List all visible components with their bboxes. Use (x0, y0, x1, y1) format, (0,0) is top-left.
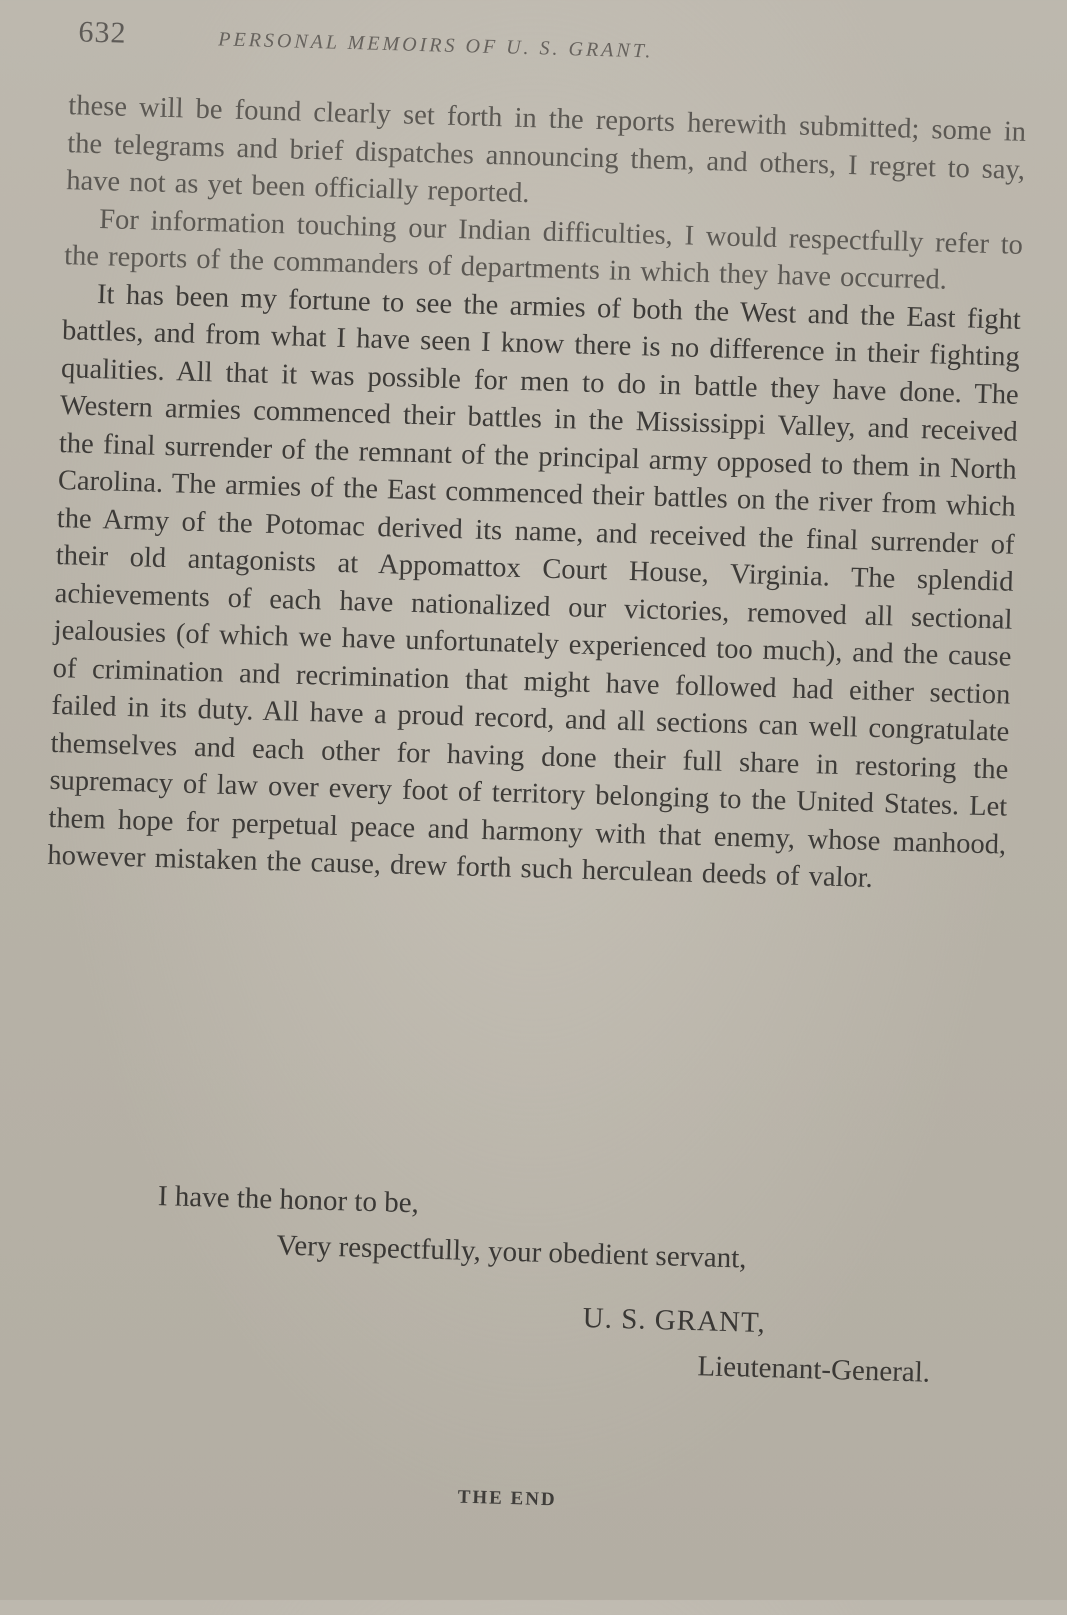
signature-rank: Lieutenant-General. (697, 1350, 931, 1389)
signature-name: U. S. GRANT, (582, 1301, 767, 1340)
closing-salutation: I have the honor to be, (157, 1180, 420, 1220)
paragraph-continued: these will be found clearly set forth in the reports herewith submitted; some in the telegrams and brief dispatches announcing them, and others, I regret to say, have not as yet been officially reported. (65, 90, 1027, 210)
closing-servant-line: Very respectfully, your obedient servant, (276, 1229, 747, 1275)
paragraph-armies: It has been my fortune to see the armies of both the West and the East fight battles, and from what I have seen I know there is no difference in their fighting qualities. All that it was possible for men to do in battle they have done. The Western armies commenced their battles in the Mississippi Valley, and received the final surrender of the remnant of the principal army opposed to them in North Carolina. The armies of the East commenced their battles on the river from which the Army of the Potomac derived its name, and received the final surrender of their old antagonists at Appomattox Court House, Virginia. The splendid achievements of each have nationalized our victories, removed all sectional jealousies (of which we have unfortunately experienced too much), and the cause of crimination and recrimination that might have followed had either section failed in its duty. All have a proud record, and all sections can well congratulate themselves and each other for having done their full share in restoring the supremacy of law over every foot of territory belonging to the United States. Let them hope for perpetual peace and harmony with that enemy, whose manhood, however mistaken the cause, drew forth such herculean deeds of valor. (47, 278, 1022, 894)
paragraph-indian-difficulties: For information touching our Indian difficulties, I would respectfully refer to the reports of the commanders of departments in which they have occurred. (63, 203, 1024, 296)
running-head: PERSONAL MEMOIRS OF U. S. GRANT. (218, 28, 654, 63)
page-header (78, 15, 879, 77)
body-text (47, 87, 1027, 901)
page-number: 632 (78, 15, 127, 50)
the-end-label: THE END (457, 1486, 557, 1511)
